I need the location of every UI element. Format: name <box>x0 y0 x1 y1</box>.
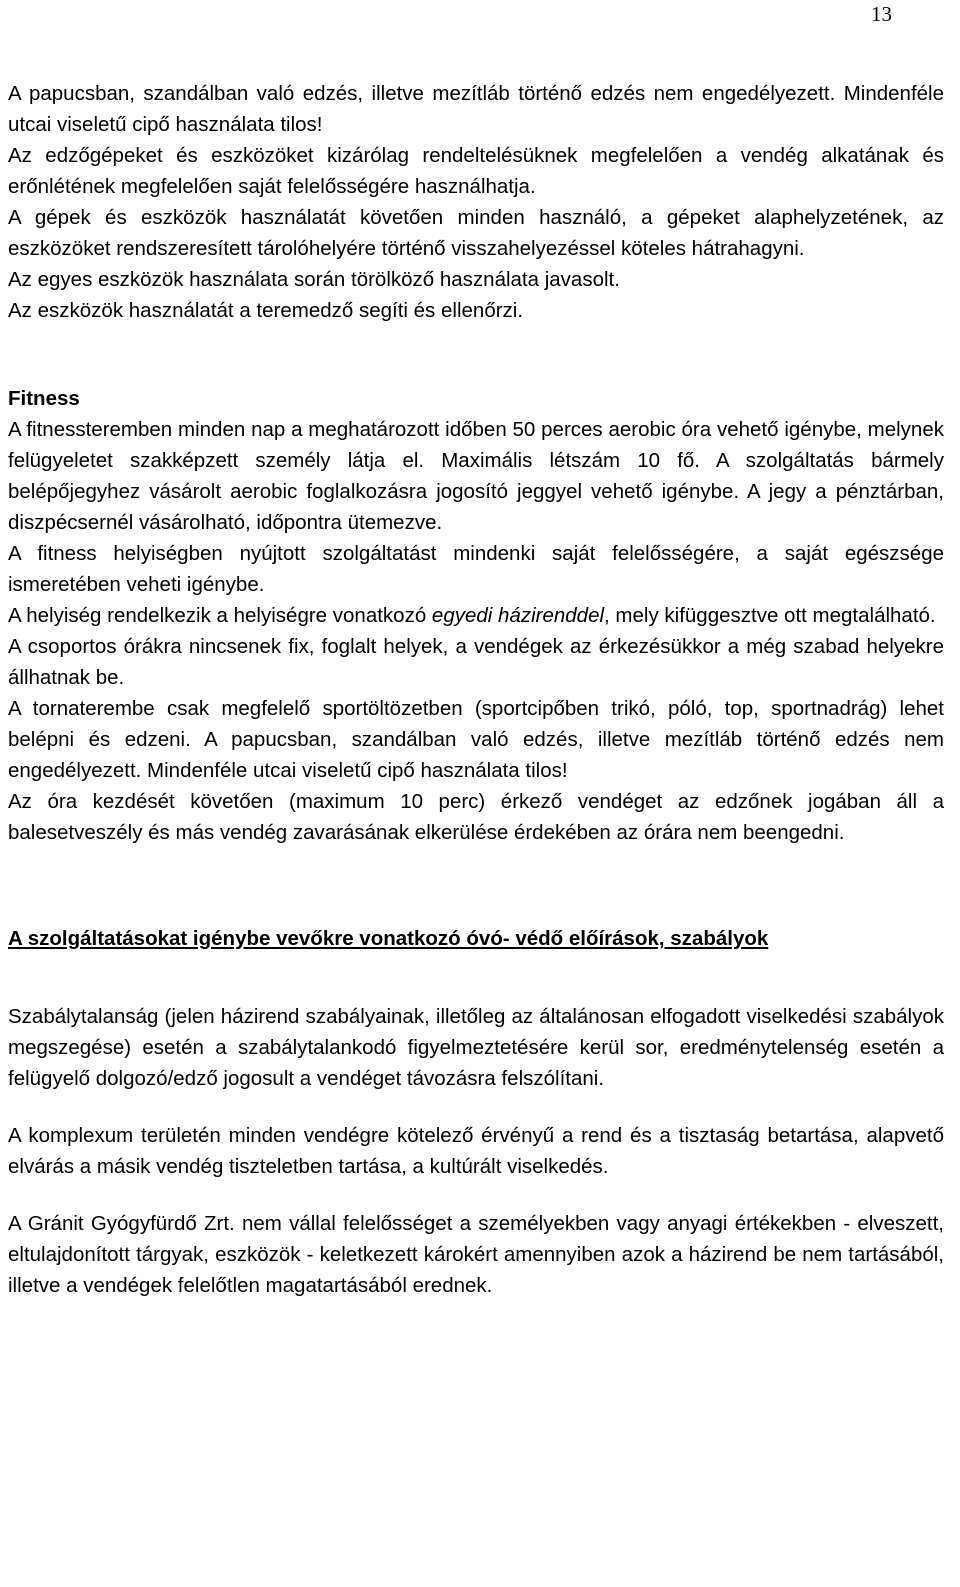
paragraph: A gépek és eszközök használatát követően minden használó, a gépeket alaphelyzetének, az eszközöket rendszeresített tárolóhelyére történő visszahelyezéssel köteles hátrahagyni. <box>8 206 944 260</box>
paragraph: A papucsban, szandálban való edzés, illetve mezítláb történő edzés nem engedélyezett. Mindenféle utcai viseletű cipő használata tilos! <box>8 82 944 136</box>
gym-equipment-rules <box>8 78 944 326</box>
paragraph: A tornaterembe csak megfelelő sportöltözetben (sportcipőben trikó, póló, top, sportnadrág) lehet belépni és edzeni. A papucsban, szandálban való edzés, illetve mezítláb történő edzés nem engedélyezett. Mindenféle utcai viseletű cipő használata tilos! <box>8 697 944 782</box>
text-run: , mely kifüggesztve ott megtalálható. <box>604 604 936 627</box>
text-run: A helyiség rendelkezik a helyiségre vonatkozó <box>8 604 432 627</box>
paragraph: Az óra kezdését követően (maximum 10 perc) érkező vendéget az edzőnek jogában áll a balesetveszély és más vendég zavarásának elkerülése érdekében az órára nem beengedni. <box>8 790 944 844</box>
paragraph: Az egyes eszközök használata során törölköző használata javasolt. <box>8 268 620 291</box>
paragraph <box>8 600 944 631</box>
fitness-heading: Fitness <box>8 387 80 410</box>
paragraph: A fitness helyiségben nyújtott szolgáltatást mindenki saját felelősségére, a saját egészsége ismeretében veheti igénybe. <box>8 542 944 596</box>
paragraph: Az eszközök használatát a teremedző segíti és ellenőrzi. <box>8 299 524 322</box>
paragraph: A komplexum területén minden vendégre kötelező érvényű a rend és a tisztaság betartása, alapvető elvárás a másik vendég tiszteletben tartása, a kultúrált viselkedés. <box>8 1124 944 1178</box>
paragraph: A fitnessteremben minden nap a meghatározott időben 50 perces aerobic óra vehető igénybe, melynek felügyeletet szakképzett személy látja el. Maximális létszám 10 fő. A szolgáltatás bármely belépőjegyhez vásárolt aerobic foglalkozásra jogosító jeggyel vehető igénybe. A jegy a pénztárban, diszpécsernél vásárolható, időpontra ütemezve. <box>8 418 944 534</box>
paragraph: Szabálytalanság (jelen házirend szabályainak, illetőleg az általánosan elfogadott viselkedési szabályok megszegése) esetén a szabálytalankodó figyelmeztetésére kerül sor, eredménytelenség esetén a felügyelő dolgozó/edző jogosult a vendéget távozásra felszólítani. <box>8 1005 944 1090</box>
safety-rules-section <box>8 1001 944 1301</box>
document-body <box>8 78 944 1301</box>
paragraph: A Gránit Gyógyfürdő Zrt. nem vállal felelősséget a személyekben vagy anyagi értékekben - elveszett, eltulajdonított tárgyak, eszközök - keletkezett károkért amennyiben azok a házirend be nem tartásából, illetve a vendégek felelőtlen magatartásából erednek. <box>8 1212 944 1297</box>
paragraph: Az edzőgépeket és eszközöket kizárólag rendeltelésüknek megfelelően a vendég alkatának és erőnlétének megfelelően saját felelősségére használhatja. <box>8 144 944 198</box>
fitness-section <box>8 414 944 848</box>
paragraph: A csoportos órákra nincsenek fix, foglalt helyek, a vendégek az érkezésükkor a még szabad helyekre állhatnak be. <box>8 635 944 689</box>
emphasized-text: egyedi házirenddel <box>431 604 605 627</box>
safety-rules-heading: A szolgáltatásokat igénybe vevőkre vonatkozó óvó- védő előírások, szabályok <box>8 927 769 950</box>
page-number: 13 <box>871 2 892 26</box>
